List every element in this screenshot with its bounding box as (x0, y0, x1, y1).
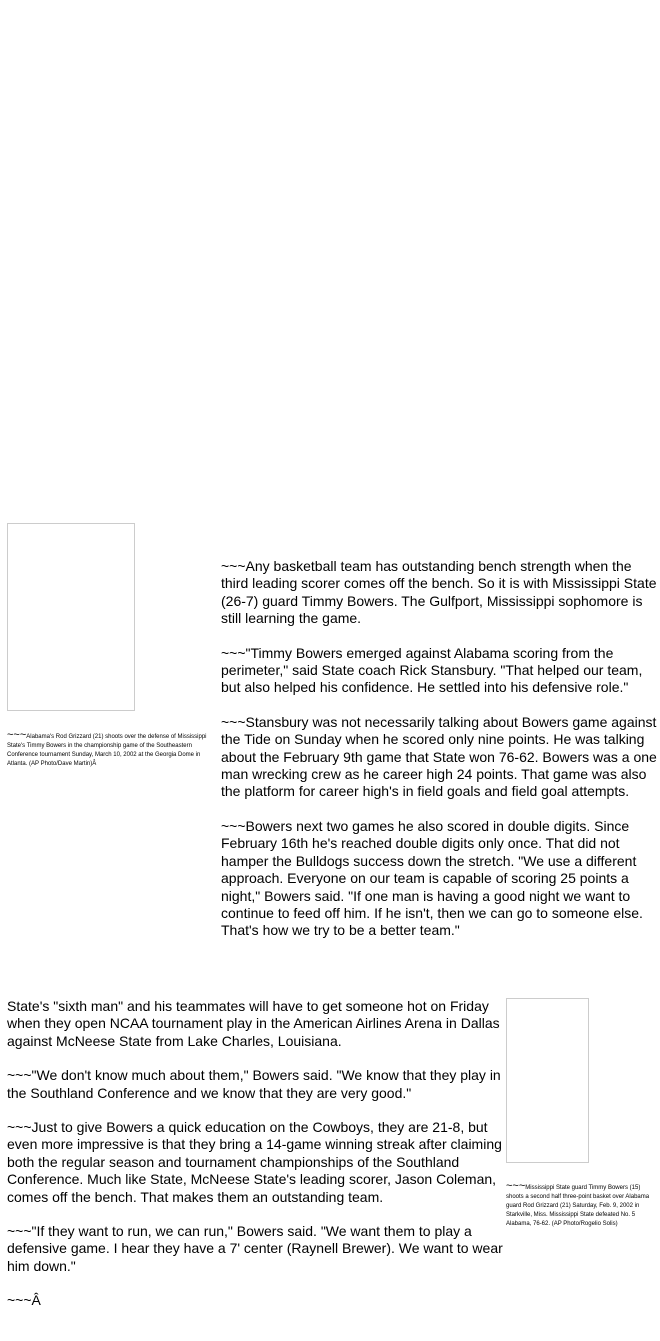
article-body-top (221, 558, 657, 957)
article-paragraph: ~~~"If they want to run, we can run," Bowers said. "We want them to play a defensive game. I hear they have a 7' center (Raynell Brewer). We want to wear him down." (7, 1223, 503, 1274)
caption-prefix: ~~~ (7, 729, 27, 741)
article-paragraph: ~~~"Timmy Bowers emerged against Alabama scoring from the perimeter," said State coach Rick Stansbury. "That helped our team, but also helped his confidence. He settled into his defensive role." (221, 644, 643, 696)
article-paragraph: ~~~Bowers next two games he also scored in double digits. Since February 16th he's reached double digits only once. That did not hamper the Bulldogs success down the stretch. "We use a different approach. Everyone on our team is capable of scoring 25 points a night," Bowers said. "If one man is having a good night we want to continue to feed off him. If he isn't, then we can go to someone else. That's how we try to be a better team." (221, 817, 643, 939)
article-paragraph: State's "sixth man" and his teammates will have to get someone hot on Friday when they open NCAA tournament play in the American Airlines Arena in Dallas against McNeese State from Lake Charles, Louisiana. (7, 998, 500, 1049)
article-paragraph: ~~~"We don't know much about them," Bowers said. "We know that they play in the Southland Conference and we know that they are very good." (7, 1067, 501, 1101)
article-paragraph: ~~~Any basketball team has outstanding bench strength when the third leading scorer comes off the bench. So it is with Mississippi State (26-7) guard Timmy Bowers. The Gulfport, Mississippi sophomore is still learning the game. (221, 558, 657, 627)
article-body-bottom (7, 998, 503, 1327)
article-paragraph: ~~~Just to give Bowers a quick education on the Cowboys, they are 21-8, but even more impressive is that they bring a 14-game winning streak after claiming both the regular season and tournament championships of the Southland Conference. Much like State, McNeese State's leading scorer, Jason Coleman, comes off the bench. That makes them an outstanding team. (7, 1119, 502, 1205)
article-paragraph: ~~~Stansbury was not necessarily talking about Bowers game against the Tide on Sunday when he scored only nine points. He was talking about the February 9th game that State won 76-62. Bowers was a one man wrecking crew as he career high 24 points. That game was also the platform for career high's in field goals and field goal attempts. (221, 713, 657, 800)
photo-placeholder-bowers (506, 998, 589, 1163)
caption-prefix: ~~~ (506, 1180, 526, 1192)
photo-caption-grizzard (7, 731, 222, 769)
caption-text: Alabama's Rod Grizzard (21) shoots over the defense of Mississippi State's Timmy Bowers in the championship game of the Southeastern Conference tournament Sunday, March 10, 2002 at the Georgia Dome in Atlanta. (AP Photo/Dave Martin)Â (7, 734, 207, 767)
photo-placeholder-grizzard (7, 523, 135, 711)
caption-text: Mississippi State guard Timmy Bowers (15) shoots a second half three-point basket over Alabama guard Rod Grizzard (21) Saturday, Feb. 9, 2002 in Starkville, Miss. Mississippi State defeated No. 5 Alabama, 76-62. (AP Photo/Rogelio Solis) (506, 1185, 650, 1227)
photo-caption-bowers (506, 1182, 656, 1229)
article-paragraph: ~~~Â (7, 1292, 41, 1309)
